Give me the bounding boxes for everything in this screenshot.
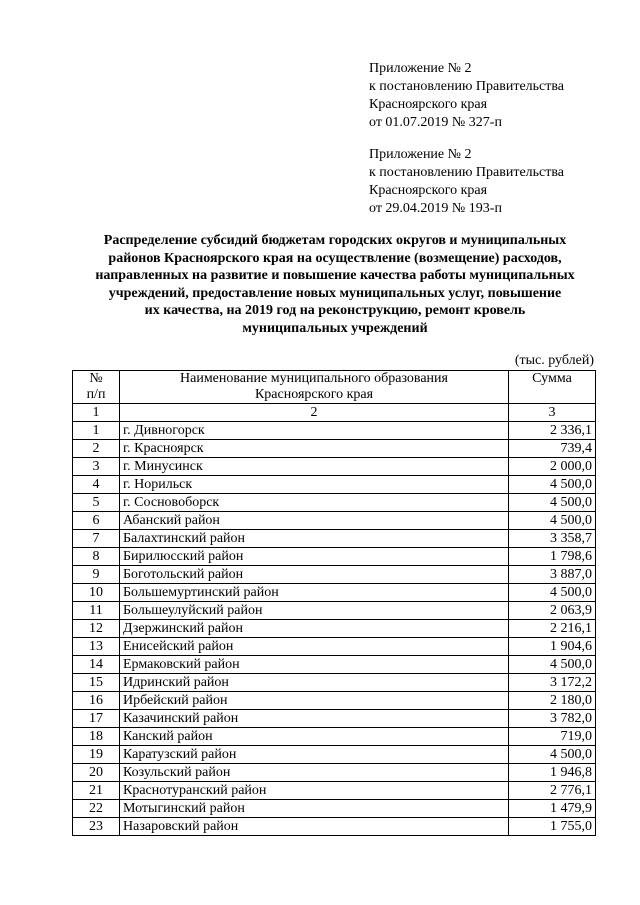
row-sum: 4 500,0: [509, 584, 596, 602]
row-municipality: Абанский район: [120, 512, 509, 530]
title-line: их качества, на 2019 год на реконструкцию, ремонт кровель: [144, 303, 526, 318]
row-sum: 2 776,1: [509, 782, 596, 800]
row-sum: 719,0: [509, 728, 596, 746]
row-sum: 2 336,1: [509, 422, 596, 440]
row-municipality: Балахтинский район: [120, 530, 509, 548]
row-municipality: г. Дивногорск: [120, 422, 509, 440]
table-row: [73, 764, 596, 782]
row-municipality: Канский район: [120, 728, 509, 746]
title-line: Распределение субсидий бюджетам городских округов и муниципальных: [103, 233, 567, 248]
row-number: 14: [73, 656, 120, 674]
table-row: [73, 494, 596, 512]
header-name-line1: Наименование муниципального образования: [180, 371, 448, 386]
row-number: 8: [73, 548, 120, 566]
row-municipality: г. Норильск: [120, 476, 509, 494]
appendix-previous-line: Приложение № 2: [369, 147, 472, 162]
title-line: учреждений, предоставление новых муниципальных услуг, повышение: [108, 285, 562, 301]
column-index: 2: [120, 404, 509, 422]
table-row: [73, 440, 596, 458]
header-number-line1: №: [89, 371, 103, 386]
row-number: 23: [73, 818, 120, 836]
row-sum: 4 500,0: [509, 476, 596, 494]
title-line: направленных на развитие и повышение качества работы муниципальных: [95, 268, 575, 283]
row-number: 12: [73, 620, 120, 638]
appendix-current-line: от 01.07.2019 № 327-п: [369, 115, 502, 130]
title-line: районов Красноярского края на осуществление (возмещение) расходов,: [108, 250, 562, 266]
appendix-previous-line: к постановлению Правительства: [369, 165, 565, 180]
table-row: [73, 584, 596, 602]
table-row: [73, 638, 596, 656]
table-row: [73, 656, 596, 674]
appendix-current-line: к постановлению Правительства: [369, 79, 565, 94]
row-municipality: Назаровский район: [120, 818, 509, 836]
row-number: 1: [73, 422, 120, 440]
appendix-current-line: Красноярского края: [369, 97, 488, 112]
table-row: [73, 512, 596, 530]
row-number: 9: [73, 566, 120, 584]
row-number: 13: [73, 638, 120, 656]
row-number: 19: [73, 746, 120, 764]
table-row: [73, 674, 596, 692]
table-body: [73, 422, 596, 836]
title-line: муниципальных учреждений: [242, 320, 428, 336]
column-index: 3: [509, 404, 596, 422]
row-number: 10: [73, 584, 120, 602]
row-municipality: Мотыгинский район: [120, 800, 509, 818]
row-municipality: Краснотуранский район: [120, 782, 509, 800]
row-sum: 2 216,1: [509, 620, 596, 638]
row-number: 20: [73, 764, 120, 782]
table-row: [73, 476, 596, 494]
table-row: [73, 620, 596, 638]
appendix-previous: [369, 146, 564, 218]
appendix-previous-line: Красноярского края: [369, 183, 488, 198]
row-municipality: Дзержинский район: [120, 620, 509, 638]
row-municipality: Бирилюсский район: [120, 548, 509, 566]
row-number: 2: [73, 440, 120, 458]
table-row: [73, 692, 596, 710]
row-number: 5: [73, 494, 120, 512]
row-number: 16: [73, 692, 120, 710]
row-sum: 3 887,0: [509, 566, 596, 584]
row-sum: 4 500,0: [509, 656, 596, 674]
row-municipality: г. Минусинск: [120, 458, 509, 476]
table-row: [73, 746, 596, 764]
row-sum: 739,4: [509, 440, 596, 458]
row-sum: 2 000,0: [509, 458, 596, 476]
row-municipality: Большемуртинский район: [120, 584, 509, 602]
header-number-line2: п/п: [86, 387, 106, 402]
row-number: 15: [73, 674, 120, 692]
row-sum: 1 755,0: [509, 818, 596, 836]
table-row: [73, 530, 596, 548]
table-row: [73, 782, 596, 800]
header-name: [120, 371, 509, 404]
table-row: [73, 566, 596, 584]
row-sum: 1 946,8: [509, 764, 596, 782]
table-header-row: [73, 371, 596, 404]
row-municipality: Каратузский район: [120, 746, 509, 764]
row-number: 17: [73, 710, 120, 728]
column-index-row: [73, 404, 596, 422]
row-municipality: Козульский район: [120, 764, 509, 782]
table-row: [73, 800, 596, 818]
appendix-current: [369, 60, 564, 132]
row-number: 3: [73, 458, 120, 476]
row-municipality: Казачинский район: [120, 710, 509, 728]
table-row: [73, 422, 596, 440]
row-sum: 4 500,0: [509, 512, 596, 530]
row-municipality: Боготольский район: [120, 566, 509, 584]
row-number: 18: [73, 728, 120, 746]
row-sum: 1 904,6: [509, 638, 596, 656]
row-municipality: Ирбейский район: [120, 692, 509, 710]
header-sum: Сумма: [509, 371, 596, 404]
row-sum: 4 500,0: [509, 746, 596, 764]
row-sum: 3 172,2: [509, 674, 596, 692]
table-row: [73, 710, 596, 728]
row-sum: 2 063,9: [509, 602, 596, 620]
row-municipality: г. Красноярск: [120, 440, 509, 458]
table-row: [73, 818, 596, 836]
row-municipality: Большеулуйский район: [120, 602, 509, 620]
table-row: [73, 458, 596, 476]
row-municipality: Идринский район: [120, 674, 509, 692]
row-number: 11: [73, 602, 120, 620]
row-municipality: Ермаковский район: [120, 656, 509, 674]
subsidy-table: [72, 370, 596, 836]
document-title: [70, 232, 600, 337]
row-number: 6: [73, 512, 120, 530]
table-row: [73, 602, 596, 620]
row-sum: 3 782,0: [509, 710, 596, 728]
header-name-line2: Красноярского края: [254, 387, 374, 402]
table-row: [73, 548, 596, 566]
row-number: 21: [73, 782, 120, 800]
row-municipality: г. Сосновоборск: [120, 494, 509, 512]
row-sum: 3 358,7: [509, 530, 596, 548]
row-number: 4: [73, 476, 120, 494]
appendix-current-line: Приложение № 2: [369, 61, 472, 76]
row-sum: 4 500,0: [509, 494, 596, 512]
row-municipality: Енисейский район: [120, 638, 509, 656]
row-number: 7: [73, 530, 120, 548]
row-number: 22: [73, 800, 120, 818]
row-sum: 1 479,9: [509, 800, 596, 818]
row-sum: 2 180,0: [509, 692, 596, 710]
header-number: [73, 371, 120, 404]
table-row: [73, 728, 596, 746]
row-sum: 1 798,6: [509, 548, 596, 566]
column-index: 1: [73, 404, 120, 422]
units-label: (тыс. рублей): [514, 353, 594, 368]
appendix-previous-line: от 29.04.2019 № 193-п: [369, 201, 502, 216]
